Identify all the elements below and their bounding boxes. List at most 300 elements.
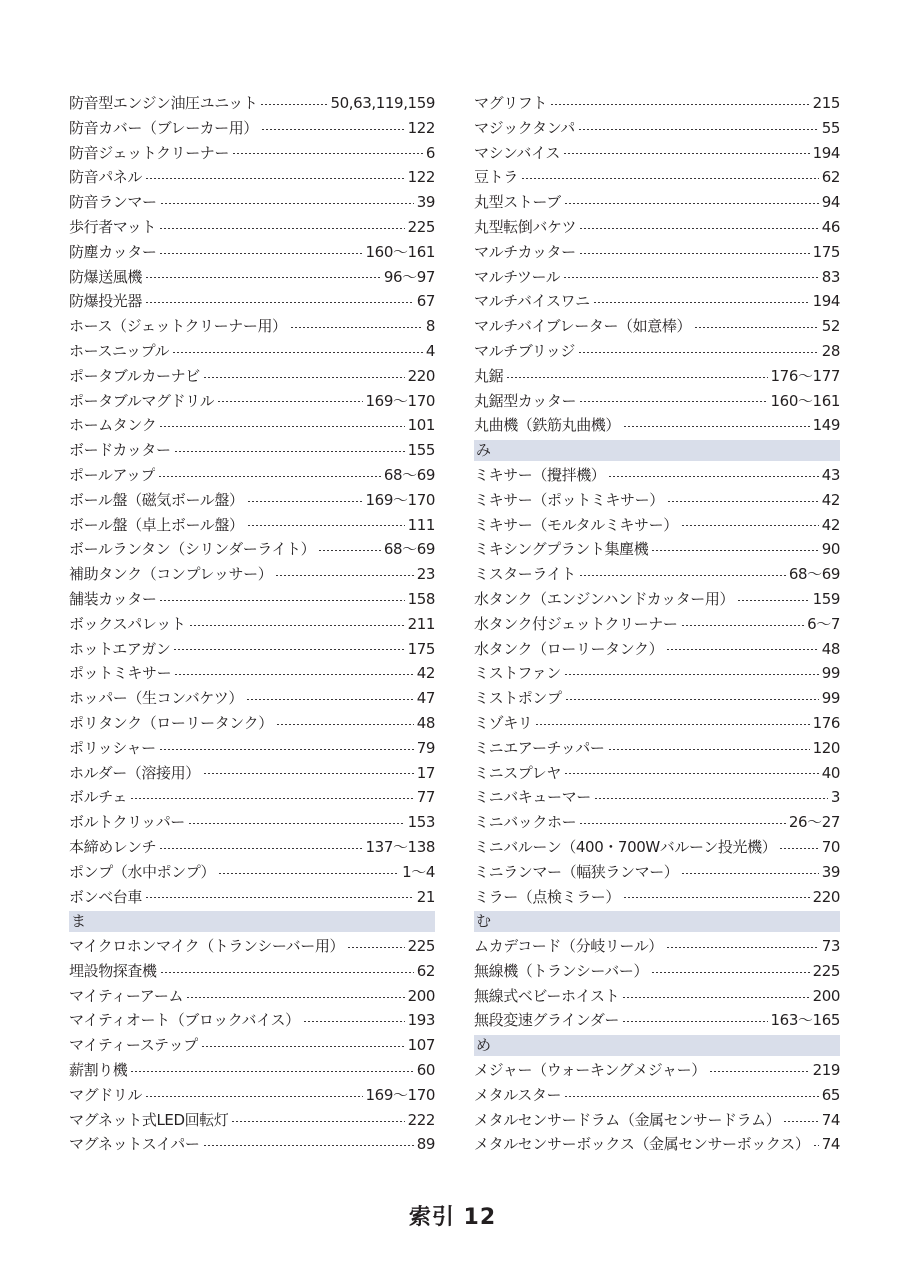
index-term: マイティオート（ブロックバイス）	[69, 1011, 300, 1030]
dot-leader	[579, 401, 767, 402]
page-reference: 163～165	[770, 1011, 840, 1030]
index-term: マルチブリッジ	[474, 341, 576, 360]
index-entry	[69, 686, 435, 711]
dot-leader	[130, 798, 414, 799]
index-term: 水タンク（ローリータンク）	[474, 639, 664, 658]
dot-leader	[160, 203, 414, 204]
index-term: 水タンク付ジェットクリーナー	[474, 614, 678, 633]
dot-leader	[347, 947, 404, 948]
dot-leader	[160, 972, 414, 973]
dot-leader	[623, 426, 810, 427]
dot-leader	[261, 129, 405, 130]
index-term: ミキサー（モルタルミキサー）	[474, 515, 678, 534]
page-reference: 26～27	[788, 813, 840, 832]
index-term: マルチバイブレーター（如意棒）	[474, 317, 692, 336]
page-reference: 220	[407, 366, 435, 385]
index-entry	[474, 835, 840, 860]
dot-leader	[158, 476, 381, 477]
index-entry	[474, 389, 840, 414]
page-reference: 40	[821, 763, 840, 782]
index-entry	[474, 612, 840, 637]
index-entry	[474, 736, 840, 761]
dot-leader	[666, 649, 819, 650]
dot-leader	[260, 104, 327, 105]
index-entry	[69, 364, 435, 389]
index-entry	[474, 637, 840, 662]
dot-leader	[201, 1046, 405, 1047]
index-term: 水タンク（エンジンハンドカッター用）	[474, 589, 735, 608]
index-entry	[474, 1008, 840, 1033]
dot-leader	[130, 1071, 413, 1072]
page-reference: 52	[821, 317, 840, 336]
index-entry	[474, 885, 840, 910]
index-term: ボルチェ	[69, 788, 127, 807]
index-term: 丸鋸	[474, 366, 504, 385]
index-entry	[474, 289, 840, 314]
page-reference: 48	[416, 713, 435, 732]
index-term: ボルトクリッパー	[69, 813, 185, 832]
page-reference: 101	[407, 416, 435, 435]
index-term: ホースニップル	[69, 341, 170, 360]
index-entry	[474, 537, 840, 562]
page-reference: 160～161	[770, 391, 840, 410]
page-reference: 83	[821, 267, 840, 286]
index-term: マイクロホンマイク（トランシーバー用）	[69, 937, 345, 956]
index-term: メタルセンサーボックス（金属センサーボックス）	[474, 1135, 810, 1154]
index-entry	[69, 1058, 435, 1083]
index-term: ミニランマー（幅狭ランマー）	[474, 862, 679, 881]
index-entry	[474, 686, 840, 711]
dot-leader	[608, 476, 818, 477]
page-reference: 94	[821, 193, 840, 212]
index-entry	[69, 116, 435, 141]
dot-leader	[779, 848, 818, 849]
page-reference: 68～69	[383, 540, 435, 559]
dot-leader	[159, 426, 404, 427]
dot-leader	[564, 1096, 819, 1097]
dot-leader	[667, 501, 819, 502]
dot-leader	[159, 600, 404, 601]
page-reference: 65	[821, 1085, 840, 1104]
dot-leader	[694, 327, 819, 328]
page-reference: 107	[407, 1036, 435, 1055]
page-reference: 42	[416, 664, 435, 683]
dot-leader	[622, 997, 809, 998]
page-reference: 200	[812, 986, 840, 1005]
index-term: ミラー（点検ミラー）	[474, 887, 621, 906]
index-entry	[69, 463, 435, 488]
dot-leader	[217, 401, 362, 402]
index-term: ミキサー（攪拌機）	[474, 465, 606, 484]
page-reference: 46	[821, 217, 840, 236]
index-entry	[69, 785, 435, 810]
index-entry	[69, 438, 435, 463]
index-term: 丸曲機（鉄筋丸曲機）	[474, 416, 621, 435]
index-entry	[69, 711, 435, 736]
dot-leader	[318, 550, 381, 551]
dot-leader	[174, 674, 414, 675]
dot-leader	[651, 972, 809, 973]
page-reference: 111	[407, 515, 435, 534]
index-term: 防爆投光器	[69, 292, 143, 311]
index-entry	[69, 587, 435, 612]
index-term: メタルスター	[474, 1085, 562, 1104]
page-reference: 55	[821, 118, 840, 137]
index-term: 埋設物探査機	[69, 961, 157, 980]
section-header: め	[474, 1035, 840, 1056]
dot-leader	[550, 104, 810, 105]
page-number: 索引 12	[408, 1205, 497, 1230]
index-entry	[474, 463, 840, 488]
dot-leader	[246, 699, 414, 700]
index-term: 無線式ベビーホイスト	[474, 986, 620, 1005]
index-term: 防音ジェットクリーナー	[69, 143, 230, 162]
page-reference: 194	[812, 292, 840, 311]
section-header: み	[474, 440, 840, 461]
index-entry	[69, 612, 435, 637]
page-reference: 39	[821, 862, 840, 881]
index-term: ミストポンプ	[474, 689, 562, 708]
index-entry	[69, 661, 435, 686]
page-reference: 1～4	[402, 862, 435, 881]
page-reference: 73	[821, 937, 840, 956]
index-entry	[474, 413, 840, 438]
page-reference: 176	[812, 713, 840, 732]
index-entry	[474, 562, 840, 587]
index-term: ミニバキューマー	[474, 788, 591, 807]
index-column-left	[69, 91, 435, 1157]
page-reference: 77	[416, 788, 435, 807]
index-term: 補助タンク（コンプレッサー）	[69, 565, 273, 584]
dot-leader	[189, 625, 405, 626]
dot-leader	[159, 749, 414, 750]
page-reference: 74	[821, 1135, 840, 1154]
dot-leader	[290, 327, 423, 328]
page-reference: 176～177	[770, 366, 840, 385]
index-term: ポットミキサー	[69, 664, 172, 683]
index-term: ミストファン	[474, 664, 561, 683]
dot-leader	[275, 575, 413, 576]
index-term: ホース（ジェットクリーナー用）	[69, 317, 287, 336]
page-reference: 153	[407, 813, 435, 832]
dot-leader	[783, 1121, 818, 1122]
index-term: マグネット式LED回転灯	[69, 1110, 229, 1129]
index-entry	[69, 959, 435, 984]
index-term: マジックタンパ	[474, 118, 575, 137]
dot-leader	[303, 1021, 405, 1022]
index-entry	[474, 1108, 840, 1133]
index-entry	[69, 289, 435, 314]
page-reference: 6～7	[807, 614, 840, 633]
index-term: マイティーステップ	[69, 1036, 198, 1055]
page-reference: 42	[821, 490, 840, 509]
dot-leader	[145, 897, 414, 898]
index-term: 防音カバー（ブレーカー用）	[69, 118, 258, 137]
page-reference: 99	[821, 664, 840, 683]
dot-leader	[709, 1071, 810, 1072]
index-term: マグリフト	[474, 94, 548, 112]
dot-leader	[564, 203, 819, 204]
index-term: ミキサー（ポットミキサー）	[474, 490, 664, 509]
page-reference: 21	[416, 887, 435, 906]
index-entry	[69, 1132, 435, 1157]
index-entry	[69, 190, 435, 215]
index-term: ミニバルーン（400・700Wバルーン投光機）	[474, 837, 777, 856]
index-entry	[474, 190, 840, 215]
index-entry	[474, 240, 840, 265]
page-reference: 50,63,119,159	[330, 94, 435, 112]
page-reference: 47	[416, 689, 435, 708]
dot-leader	[563, 277, 818, 278]
page-reference: 211	[407, 614, 435, 633]
page-reference: 99	[821, 689, 840, 708]
index-entry	[69, 1108, 435, 1133]
page-reference: 60	[416, 1061, 435, 1080]
page-reference: 62	[416, 961, 435, 980]
page-reference: 220	[812, 887, 840, 906]
index-entry	[69, 1083, 435, 1108]
index-entry	[474, 860, 840, 885]
index-term: ボンベ台車	[69, 887, 143, 906]
index-entry	[69, 240, 435, 265]
dot-leader	[231, 1121, 404, 1122]
index-term: マグネットスイパー	[69, 1135, 200, 1154]
dot-leader	[563, 153, 810, 154]
dot-leader	[247, 525, 405, 526]
page-reference: 225	[407, 217, 435, 236]
index-entry	[69, 1008, 435, 1033]
index-entry	[474, 1058, 840, 1083]
index-entry	[69, 934, 435, 959]
dot-leader	[681, 625, 805, 626]
index-entry	[69, 339, 435, 364]
page-reference: 225	[812, 961, 840, 980]
dot-leader	[813, 1145, 819, 1146]
index-term: ムカデコード（分岐リール）	[474, 937, 663, 956]
index-term: 丸鋸型カッター	[474, 391, 577, 410]
page-reference: 28	[821, 341, 840, 360]
index-term: ポールアップ	[69, 465, 156, 484]
index-term: ミニバックホー	[474, 813, 577, 832]
index-term: ボールランタン（シリンダーライト）	[69, 540, 316, 559]
index-term: 歩行者マット	[69, 217, 157, 236]
dot-leader	[506, 377, 767, 378]
index-term: マシンバイス	[474, 143, 561, 162]
index-term: ミスターライト	[474, 565, 576, 584]
index-entry	[69, 537, 435, 562]
index-entry	[474, 761, 840, 786]
index-term: 防音型エンジン油圧ユニット	[69, 94, 258, 112]
dot-leader	[579, 575, 786, 576]
section-header: む	[474, 911, 840, 932]
page-reference: 79	[416, 738, 435, 757]
index-term: ボール盤（磁気ボール盤）	[69, 490, 244, 509]
index-entry	[69, 1033, 435, 1058]
index-entry	[69, 637, 435, 662]
page-reference: 219	[812, 1061, 840, 1080]
page-reference: 68～69	[788, 565, 840, 584]
page-reference: 200	[407, 986, 435, 1005]
dot-leader	[159, 253, 362, 254]
index-term: 防音ランマー	[69, 193, 157, 212]
index-entry	[474, 810, 840, 835]
index-term: ミニエアーチッパー	[474, 738, 605, 757]
dot-leader	[564, 773, 819, 774]
page-reference: 159	[812, 589, 840, 608]
page-reference: 96～97	[383, 267, 435, 286]
index-entry	[69, 562, 435, 587]
page-reference: 169～170	[365, 391, 435, 410]
dot-leader	[203, 1145, 414, 1146]
dot-leader	[594, 798, 828, 799]
index-term: ポータブルカーナビ	[69, 366, 200, 385]
index-entry	[474, 1132, 840, 1157]
index-term: 防塵カッター	[69, 242, 157, 261]
page-reference: 90	[821, 540, 840, 559]
index-term: ホルダー（溶接用）	[69, 763, 200, 782]
index-term: ミキシングプラント集塵機	[474, 540, 649, 559]
index-entry	[474, 984, 840, 1009]
page-reference: 89	[416, 1135, 435, 1154]
index-entry	[69, 860, 435, 885]
index-entry	[69, 736, 435, 761]
page-reference: 48	[821, 639, 840, 658]
page-reference: 4	[425, 341, 435, 360]
index-term: 舗装カッター	[69, 589, 157, 608]
index-term: ポリタンク（ローリータンク）	[69, 713, 273, 732]
index-entry	[474, 587, 840, 612]
index-term: マルチカッター	[474, 242, 576, 261]
page-reference: 8	[425, 317, 435, 336]
page-reference: 149	[812, 416, 840, 435]
index-entry	[69, 91, 435, 116]
page-reference: 122	[407, 168, 435, 187]
dot-leader	[666, 947, 819, 948]
index-entry	[69, 141, 435, 166]
dot-leader	[622, 1021, 768, 1022]
dot-leader	[145, 277, 381, 278]
dot-leader	[174, 451, 405, 452]
index-term: 無線機（トランシーバー）	[474, 961, 649, 980]
dot-leader	[564, 674, 819, 675]
page-reference: 158	[407, 589, 435, 608]
page-reference: 70	[821, 837, 840, 856]
index-entry	[69, 810, 435, 835]
index-entry	[474, 215, 840, 240]
index-term: 豆トラ	[474, 168, 518, 187]
index-entry	[474, 165, 840, 190]
page-reference: 194	[812, 143, 840, 162]
index-entry	[69, 389, 435, 414]
index-entry	[474, 339, 840, 364]
index-entry	[474, 711, 840, 736]
index-entry	[69, 513, 435, 538]
index-entry	[474, 513, 840, 538]
index-term: 防爆送風機	[69, 267, 143, 286]
dot-leader	[159, 848, 362, 849]
index-entry	[69, 835, 435, 860]
dot-leader	[173, 649, 404, 650]
index-term: マグドリル	[69, 1085, 143, 1104]
page-reference: 43	[821, 465, 840, 484]
dot-leader	[218, 873, 399, 874]
page-reference: 68～69	[383, 465, 435, 484]
dot-leader	[593, 302, 810, 303]
index-entry	[474, 91, 840, 116]
index-term: 無段変速グラインダー	[474, 1011, 619, 1030]
index-term: メジャー（ウォーキングメジャー）	[474, 1061, 706, 1080]
dot-leader	[579, 823, 786, 824]
index-term: ホッパー（生コンバケツ）	[69, 689, 244, 708]
dot-leader	[521, 178, 819, 179]
index-term: メタルセンサードラム（金属センサードラム）	[474, 1110, 781, 1129]
dot-leader	[203, 773, 414, 774]
page-reference: 42	[821, 515, 840, 534]
dot-leader	[565, 699, 819, 700]
dot-leader	[186, 997, 404, 998]
page-reference: 160～161	[365, 242, 435, 261]
index-entry	[69, 265, 435, 290]
page-reference: 6	[425, 143, 435, 162]
section-header: ま	[69, 911, 435, 932]
page-reference: 175	[407, 639, 435, 658]
index-entry	[69, 413, 435, 438]
index-entry	[69, 984, 435, 1009]
index-term: ホットエアガン	[69, 639, 171, 658]
index-term: ボックスパレット	[69, 614, 186, 633]
index-term: マイティーアーム	[69, 986, 184, 1005]
dot-leader	[578, 129, 819, 130]
page-reference: 175	[812, 242, 840, 261]
index-entry	[474, 959, 840, 984]
index-term: ポリッシャー	[69, 738, 156, 757]
index-term: ミゾキリ	[474, 713, 533, 732]
dot-leader	[681, 525, 819, 526]
page-reference: 193	[407, 1011, 435, 1030]
page-reference: 169～170	[365, 1085, 435, 1104]
page-reference: 169～170	[365, 490, 435, 509]
dot-leader	[608, 749, 810, 750]
index-entry	[474, 116, 840, 141]
index-entry	[69, 761, 435, 786]
index-term: 薪割り機	[69, 1061, 128, 1080]
index-term: ボール盤（卓上ボール盤）	[69, 515, 244, 534]
index-term: 防音パネル	[69, 168, 143, 187]
index-term: 本締めレンチ	[69, 837, 157, 856]
page-reference: 122	[407, 118, 435, 137]
dot-leader	[145, 302, 414, 303]
dot-leader	[651, 550, 818, 551]
index-entry	[474, 1083, 840, 1108]
index-entry	[69, 165, 435, 190]
page-reference: 74	[821, 1110, 840, 1129]
dot-leader	[578, 352, 819, 353]
page-reference: 23	[416, 565, 435, 584]
index-entry	[474, 785, 840, 810]
page-reference: 222	[407, 1110, 435, 1129]
page-reference: 39	[416, 193, 435, 212]
index-term: ミニスプレヤ	[474, 763, 562, 782]
index-entry	[474, 314, 840, 339]
index-entry	[474, 141, 840, 166]
index-term: ボードカッター	[69, 441, 171, 460]
page-reference: 62	[821, 168, 840, 187]
index-term: ポータブルマグドリル	[69, 391, 215, 410]
index-entry	[69, 488, 435, 513]
dot-leader	[145, 178, 405, 179]
index-term: ポンプ（水中ポンプ）	[69, 862, 216, 881]
page-reference: 225	[407, 937, 435, 956]
